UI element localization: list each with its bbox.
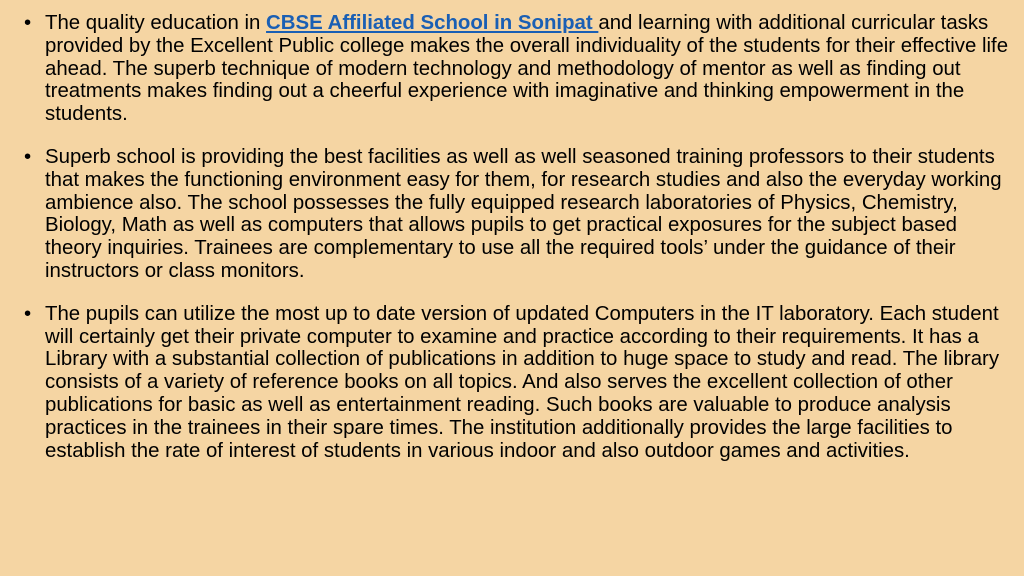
paragraph-text-rest: and learning with additional curricular tasks provided by the Excellent Public college makes the overall individuality of the students for their effective life ahead. The superb technique of modern technology and methodology of mentor as well as finding out treatments makes finding out a cheerful experience with imaginative and thinking empowerment in the students. <box>45 12 1009 126</box>
bullet-paragraph-facilities <box>24 146 1016 283</box>
bullet-icon: • <box>24 302 32 325</box>
bullet-list <box>24 12 1016 462</box>
paragraph-text: Superb school is providing the best facilities as well as well seasoned training professors to their students that makes the functioning environment easy for them, for research studies and also the everyday working ambience also. The school possesses the fully equipped research laboratories of Physics, Chemistry, Biology, Math as well as computers that allows pupils to get practical exposures for the subject based theory inquiries. Trainees are complementary to use all the required tools’ under the guidance of their instructors or class monitors. <box>45 145 1002 282</box>
paragraph-text: The pupils can utilize the most up to date version of updated Computers in the IT laboratory. Each student will certainly get their private computer to examine and practice according to their requirements. It has a Library with a substantial collection of publications in addition to huge space to study and read. The library consists of a variety of reference books on all topics. And also serves the excellent collection of other publications for basic as well as entertainment reading. Such books are valuable to produce analysis practices in the trainees in their spare times. The institution additionally provides the large facilities to establish the rate of interest of students in various indoor and also outdoor games and activities. <box>45 302 1000 462</box>
cbse-school-link[interactable]: CBSE Affiliated School in Sonipat <box>266 12 599 34</box>
bullet-icon: • <box>24 145 32 168</box>
paragraph-text-start: The quality education in <box>45 12 267 34</box>
bullet-icon: • <box>24 12 32 34</box>
bullet-paragraph-education <box>24 12 1016 126</box>
bullet-paragraph-computers-library <box>24 303 1016 463</box>
